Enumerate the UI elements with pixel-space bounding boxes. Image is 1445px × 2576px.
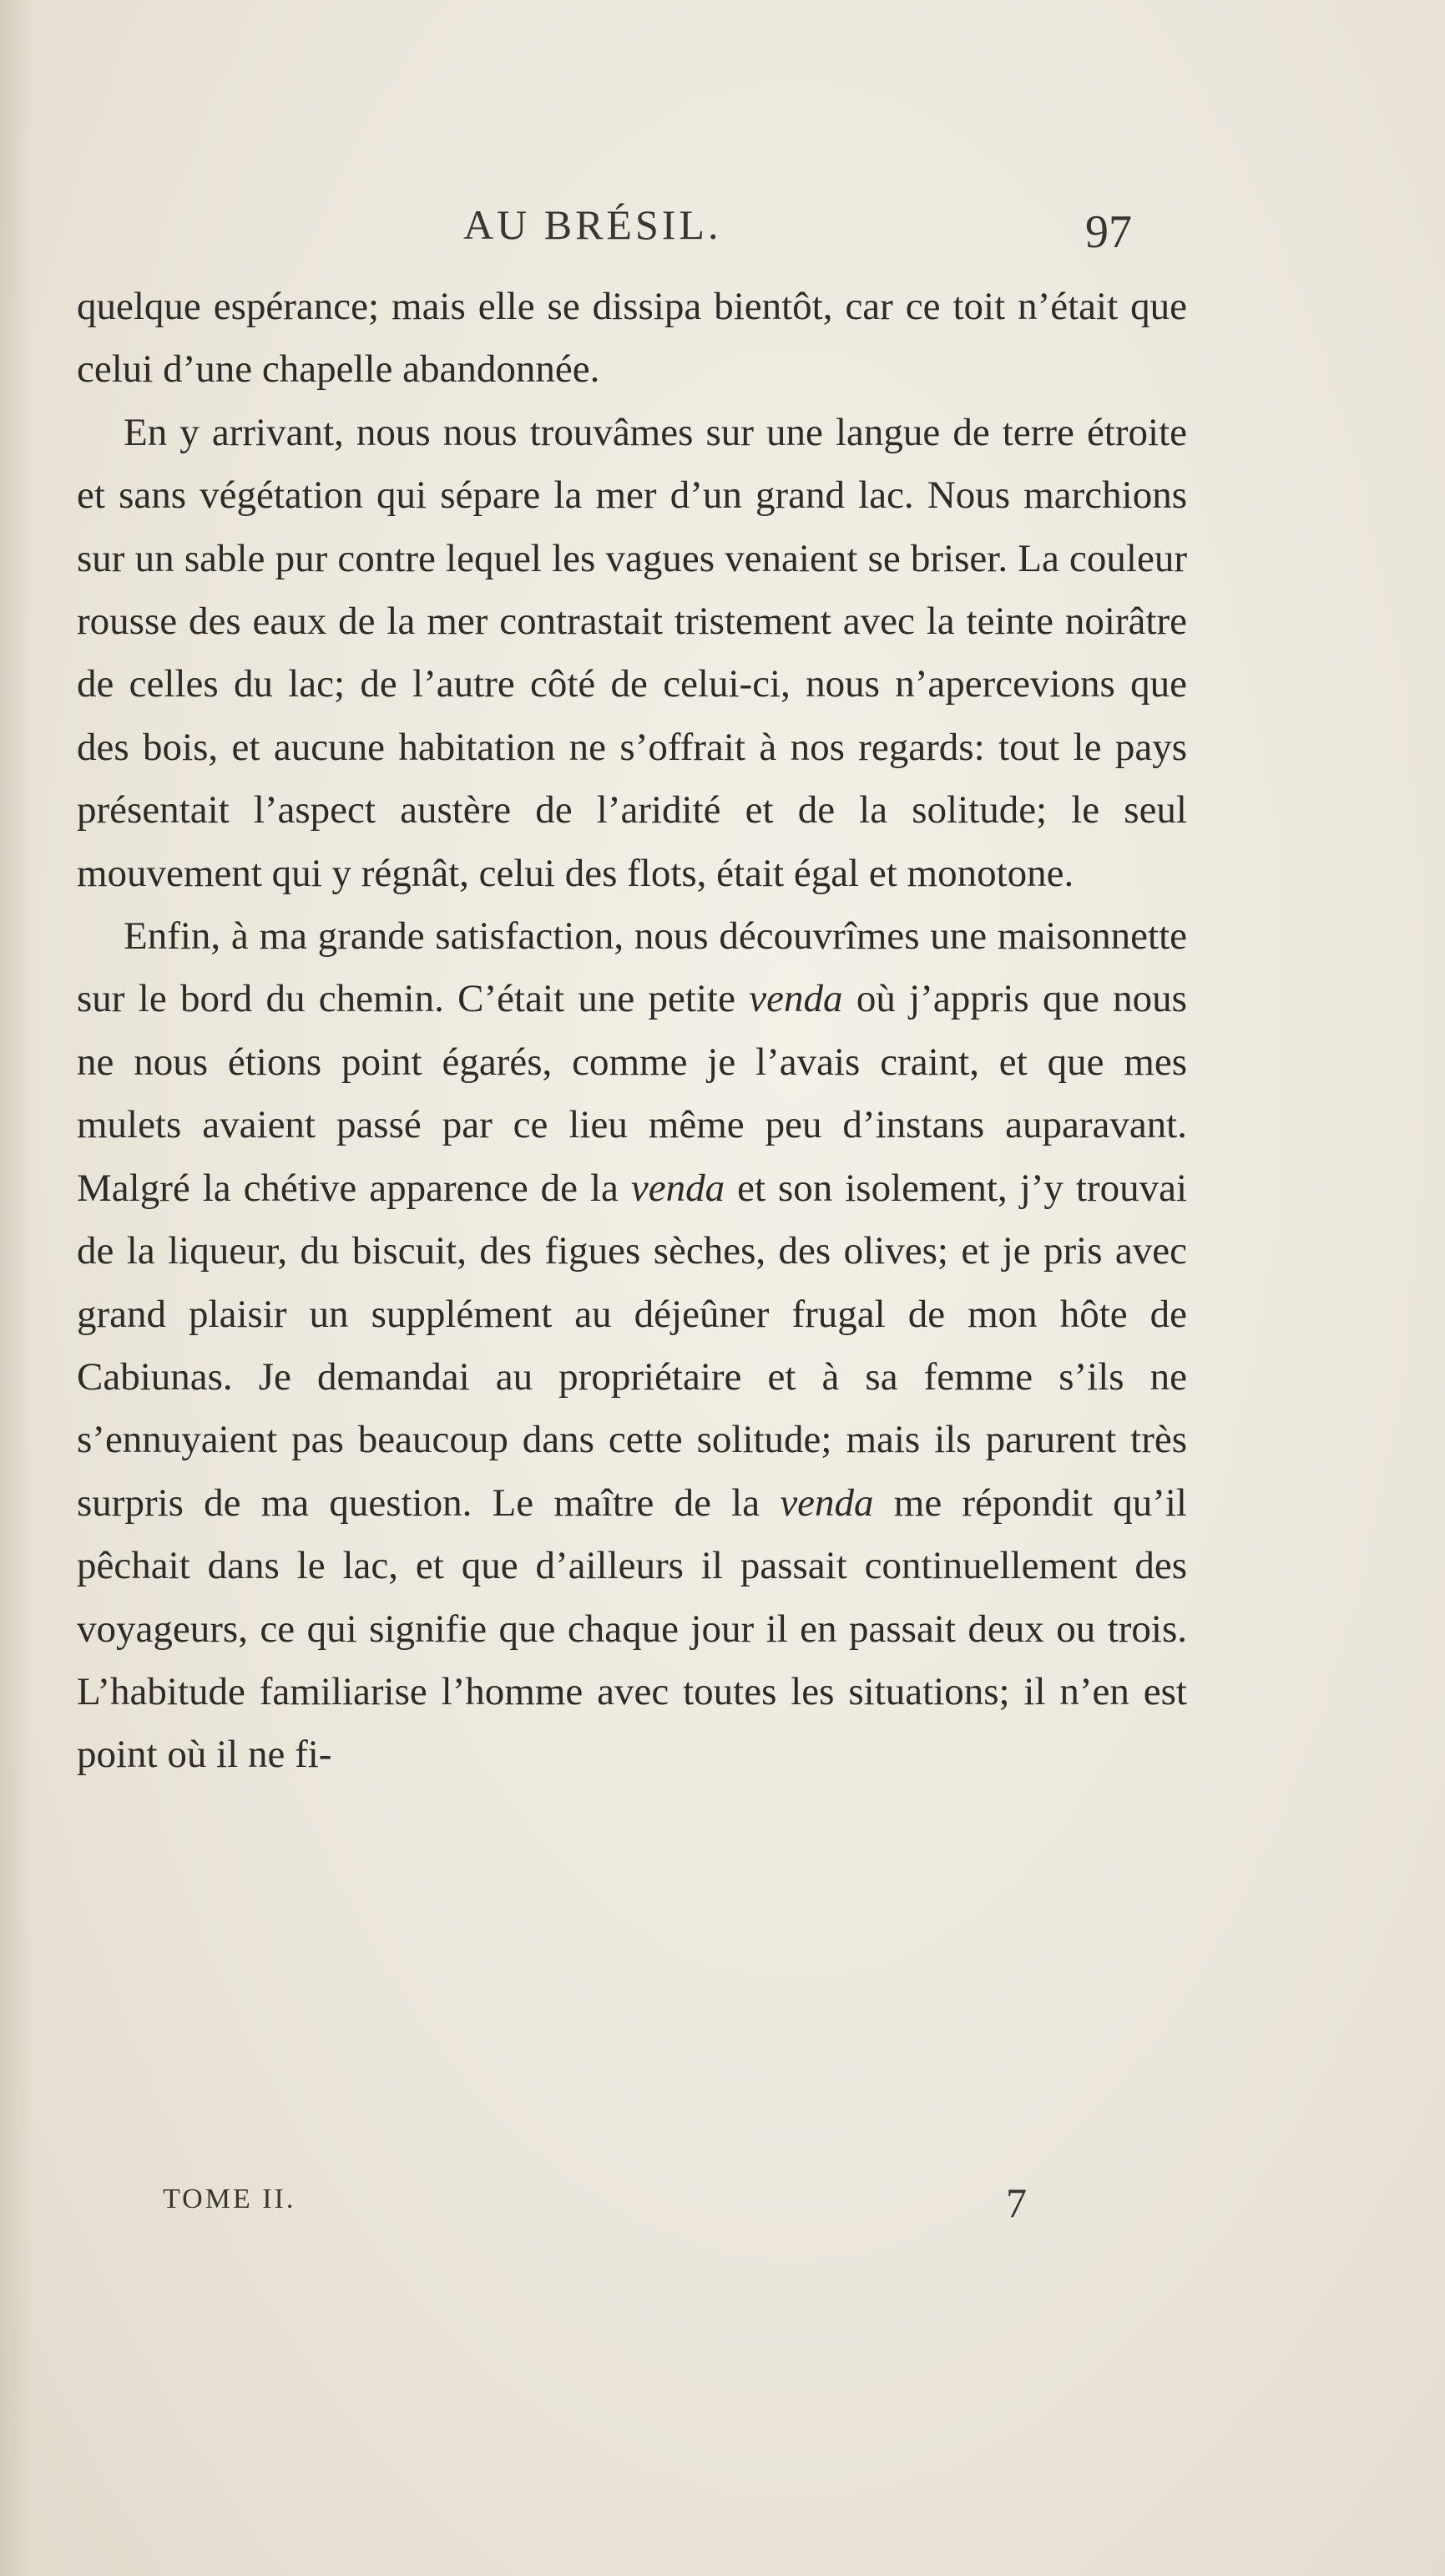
text-run: En y arrivant, nous nous trouvâmes sur une langue de terre étroite et sans végétation qui sépare la mer d’un grand lac. Nous marchions sur un sable pur contre lequel les vagues venaient se briser. La couleur rousse des eaux de la mer contrastait tristement avec la teinte noirâtre de celles du lac; de l’autre côté de celui-ci, nous n’apercevions que des bois, et aucune habitation ne s’offrait à nos regards: tout le pays présentait l’aspect austère de l’aridité et de la solitude; le seul mouvement qui y régnât, celui des flots, était égal et monotone. [77, 410, 1187, 895]
running-title: AU BRÉSIL. [463, 201, 722, 248]
running-head [0, 200, 1445, 259]
text-run: quelque espérance; mais elle se dissipa bientôt, car ce toit n’était que celui d’une chapelle abandonnée. [77, 285, 1187, 392]
paragraph [77, 402, 1187, 905]
italic-term: venda [749, 977, 843, 1021]
text-run: et son isolement, j’y trouvai de la liqueur, du biscuit, des figues sèches, des olives; et je pris avec grand plaisir un supplément au déjeûner frugal de mon hôte de Cabiunas. Je demandai au propriétaire et à sa femme s’ils ne s’ennuyaient pas beaucoup dans cette solitude; mais ils parurent très surpris de ma question. Le maître de la [77, 1166, 1188, 1525]
signature-mark: TOME II. [163, 2184, 296, 2214]
text-run: Enfin, à ma grande satisfaction, nous découvrîmes une maisonnette sur le bord du chemin. C’était une petite [77, 914, 1187, 1021]
italic-term: venda [780, 1480, 874, 1525]
paragraph [77, 276, 1187, 402]
text-run: où j’appris que nous ne nous étions point égarés, comme je l’avais craint, et que mes mulets avaient passé par ce lieu même peu d’instans auparavant. Malgré la chétive apparence de la [77, 977, 1187, 1210]
signature-number: 7 [1006, 2179, 1027, 2226]
signature-line [0, 2179, 1445, 2234]
text-run: me répondit qu’il pêchait dans le lac, et que d’ailleurs il passait continuellement des voyageurs, ce qui signifie que chaque jour il en passait deux ou trois. L’habitude familiarise l’homme avec toutes les situations; il n’en est point où il ne fi- [77, 1480, 1187, 1777]
body-text [77, 276, 1187, 1787]
italic-term: venda [630, 1166, 725, 1210]
paragraph [77, 905, 1187, 1787]
page-number: 97 [1085, 206, 1132, 258]
